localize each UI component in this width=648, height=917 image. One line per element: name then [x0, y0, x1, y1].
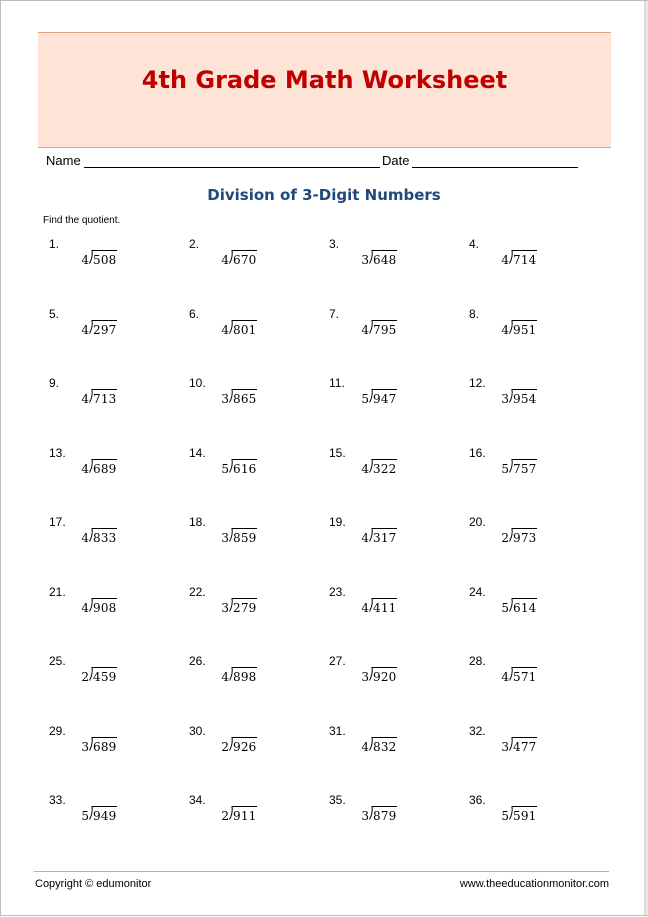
problem-number: 8.: [469, 307, 480, 321]
division-problem: [189, 307, 289, 347]
division-problem: [49, 515, 149, 555]
dividend: 648: [373, 253, 397, 267]
dividend: 757: [513, 462, 537, 476]
division-problem: [469, 446, 569, 486]
divisor: 4: [221, 323, 229, 337]
dividend: 926: [233, 740, 257, 754]
dividend: 879: [373, 809, 397, 823]
problem-number: 6.: [189, 307, 200, 321]
problem-number: 1.: [49, 237, 60, 251]
division-problem: [49, 376, 149, 416]
divisor: 4: [501, 670, 509, 684]
problem-number: 34.: [189, 793, 206, 807]
dividend: 833: [93, 531, 117, 545]
instruction-text: Find the quotient.: [43, 215, 121, 226]
problem-number: 36.: [469, 793, 486, 807]
division-problem: [189, 793, 289, 833]
problem-number: 33.: [49, 793, 66, 807]
dividend: 801: [233, 323, 257, 337]
problem-number: 22.: [189, 585, 206, 599]
divisor: 3: [361, 670, 369, 684]
date-label: Date: [382, 153, 410, 168]
divisor: 4: [501, 323, 509, 337]
dividend: 713: [93, 392, 117, 406]
divisor: 4: [361, 531, 369, 545]
problem-number: 3.: [329, 237, 340, 251]
dividend: 689: [93, 740, 117, 754]
division-problem: [469, 307, 569, 347]
dividend: 954: [513, 392, 537, 406]
problem-number: 15.: [329, 446, 346, 460]
dividend: 898: [233, 670, 257, 684]
division-problem: [329, 237, 429, 277]
problem-number: 17.: [49, 515, 66, 529]
problem-number: 9.: [49, 376, 60, 390]
problem-number: 21.: [49, 585, 66, 599]
problem-number: 12.: [469, 376, 486, 390]
divisor: 4: [81, 253, 89, 267]
dividend: 571: [513, 670, 537, 684]
problem-grid: [1, 1, 648, 917]
problem-number: 26.: [189, 654, 206, 668]
division-problem: [189, 515, 289, 555]
dividend: 670: [233, 253, 257, 267]
problem-number: 23.: [329, 585, 346, 599]
dividend: 614: [513, 601, 537, 615]
dividend: 322: [373, 462, 397, 476]
problem-number: 25.: [49, 654, 66, 668]
divisor: 3: [501, 392, 509, 406]
dividend: 616: [233, 462, 257, 476]
problem-number: 28.: [469, 654, 486, 668]
division-problem: [49, 446, 149, 486]
dividend: 973: [513, 531, 537, 545]
division-problem: [469, 237, 569, 277]
divisor: 3: [81, 740, 89, 754]
divisor: 3: [361, 253, 369, 267]
divisor: 3: [221, 601, 229, 615]
division-problem: [469, 724, 569, 764]
dividend: 920: [373, 670, 397, 684]
division-problem: [189, 376, 289, 416]
division-problem: [49, 724, 149, 764]
divisor: 4: [81, 531, 89, 545]
dividend: 795: [373, 323, 397, 337]
divisor: 4: [361, 323, 369, 337]
problem-number: 10.: [189, 376, 206, 390]
division-problem: [329, 724, 429, 764]
problem-number: 5.: [49, 307, 60, 321]
divisor: 4: [81, 323, 89, 337]
divisor: 2: [221, 740, 229, 754]
divisor: 3: [501, 740, 509, 754]
division-problem: [329, 585, 429, 625]
divisor: 5: [361, 392, 369, 406]
problem-number: 30.: [189, 724, 206, 738]
dividend: 865: [233, 392, 257, 406]
problem-number: 27.: [329, 654, 346, 668]
division-problem: [49, 237, 149, 277]
dividend: 832: [373, 740, 397, 754]
worksheet-subtitle: Division of 3-Digit Numbers: [207, 186, 441, 204]
website-link[interactable]: www.theeducationmonitor.com: [459, 878, 609, 890]
dividend: 459: [93, 670, 117, 684]
dividend: 911: [233, 809, 257, 823]
problem-number: 35.: [329, 793, 346, 807]
division-problem: [329, 446, 429, 486]
division-problem: [469, 376, 569, 416]
dividend: 949: [93, 809, 117, 823]
division-problem: [329, 307, 429, 347]
divisor: 4: [361, 740, 369, 754]
copyright-text: Copyright © edumonitor: [35, 878, 152, 890]
division-problem: [49, 793, 149, 833]
divisor: 3: [221, 531, 229, 545]
division-problem: [49, 307, 149, 347]
dividend: 297: [93, 323, 117, 337]
divisor: 3: [361, 809, 369, 823]
divisor: 4: [361, 601, 369, 615]
divisor: 3: [221, 392, 229, 406]
divisor: 5: [501, 462, 509, 476]
divisor: 4: [361, 462, 369, 476]
division-problem: [189, 654, 289, 694]
worksheet-title: 4th Grade Math Worksheet: [141, 66, 508, 94]
divisor: 2: [221, 809, 229, 823]
problem-number: 20.: [469, 515, 486, 529]
dividend: 591: [513, 809, 537, 823]
divisor: 4: [81, 462, 89, 476]
division-problem: [329, 376, 429, 416]
division-problem: [49, 585, 149, 625]
problem-number: 31.: [329, 724, 346, 738]
problem-number: 14.: [189, 446, 206, 460]
problem-number: 16.: [469, 446, 486, 460]
dividend: 508: [93, 253, 117, 267]
divisor: 4: [501, 253, 509, 267]
problem-number: 32.: [469, 724, 486, 738]
problem-number: 4.: [469, 237, 480, 251]
problem-number: 29.: [49, 724, 66, 738]
dividend: 908: [93, 601, 117, 615]
divisor: 5: [501, 809, 509, 823]
dividend: 477: [513, 740, 537, 754]
dividend: 714: [513, 253, 537, 267]
name-label: Name: [46, 153, 81, 168]
problem-number: 13.: [49, 446, 66, 460]
division-problem: [189, 237, 289, 277]
division-problem: [189, 585, 289, 625]
problem-number: 11.: [329, 376, 345, 390]
dividend: 947: [373, 392, 397, 406]
dividend: 689: [93, 462, 117, 476]
divisor: 4: [81, 392, 89, 406]
dividend: 411: [373, 601, 397, 615]
divisor: 5: [81, 809, 89, 823]
divisor: 4: [221, 253, 229, 267]
divisor: 2: [81, 670, 89, 684]
problem-number: 2.: [189, 237, 200, 251]
division-problem: [329, 654, 429, 694]
divisor: 4: [221, 670, 229, 684]
dividend: 279: [233, 601, 257, 615]
footer-divider: [34, 871, 609, 872]
division-problem: [49, 654, 149, 694]
problem-number: 18.: [189, 515, 206, 529]
divisor: 5: [221, 462, 229, 476]
dividend: 951: [513, 323, 537, 337]
division-problem: [329, 515, 429, 555]
divisor: 2: [501, 531, 509, 545]
problem-number: 7.: [329, 307, 340, 321]
division-problem: [469, 515, 569, 555]
divisor: 4: [81, 601, 89, 615]
problem-number: 24.: [469, 585, 486, 599]
dividend: 317: [373, 531, 397, 545]
division-problem: [189, 446, 289, 486]
division-problem: [469, 793, 569, 833]
division-problem: [329, 793, 429, 833]
division-problem: [189, 724, 289, 764]
problem-number: 19.: [329, 515, 346, 529]
division-problem: [469, 585, 569, 625]
division-problem: [469, 654, 569, 694]
dividend: 859: [233, 531, 257, 545]
divisor: 5: [501, 601, 509, 615]
